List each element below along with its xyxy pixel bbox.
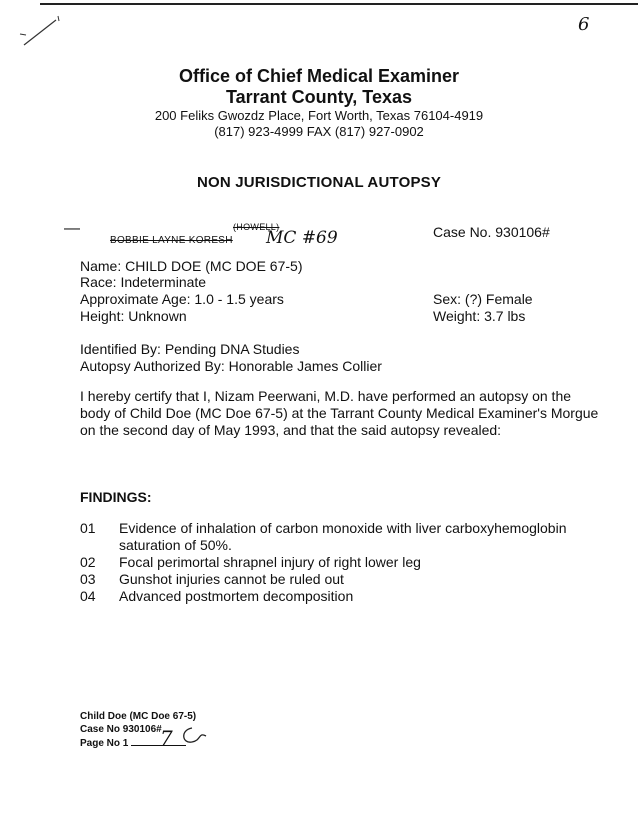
finding-number: 02: [80, 554, 96, 570]
document-title: NON JURISDICTIONAL AUTOPSY: [196, 174, 442, 191]
office-name: Office of Chief Medical Examiner: [178, 66, 460, 86]
subject-height: Height: Unknown: [80, 308, 187, 324]
pen-mark-icon: [18, 12, 63, 47]
office-address: 200 Feliks Gwozdz Place, Fort Worth, Texas 76104-4919: [154, 108, 484, 123]
subject-age: Approximate Age: 1.0 - 1.5 years: [80, 291, 284, 307]
finding-text: Gunshot injuries cannot be ruled out: [119, 571, 344, 587]
findings-list: [80, 520, 620, 605]
struck-name: BOBBIE LAYNE KORESH: [110, 235, 233, 246]
finding-item: [80, 554, 620, 571]
finding-item: [80, 588, 620, 605]
finding-item: [80, 571, 620, 588]
handwritten-scribble-icon: [172, 722, 212, 752]
footer-case-number: Case No 930106#: [80, 724, 162, 735]
page-number-handwritten: 6: [578, 14, 590, 35]
certification-paragraph: I hereby certify that I, Nizam Peerwani, M.D. have performed an autopsy on the body of Child Doe (MC Doe 67-5) at the Tarrant County Medical Examiner's Morgue on the second day of May 1993, and that the said autopsy revealed:: [80, 388, 599, 438]
office-phone-fax: (817) 923-4999 FAX (817) 927-0902: [214, 124, 424, 139]
handwritten-mc-note: MC #69: [266, 228, 338, 248]
finding-text: Advanced postmortem decomposition: [119, 588, 354, 604]
struck-alias: (HOWELL): [233, 222, 280, 232]
authorized-by: Autopsy Authorized By: Honorable James Collier: [80, 358, 382, 374]
findings-heading: FINDINGS:: [80, 489, 152, 505]
handwritten-page-count: 7: [160, 726, 173, 750]
subject-race: Race: Indeterminate: [80, 274, 207, 290]
footer-page-label: Page No 1: [80, 738, 129, 749]
finding-item: [80, 520, 620, 554]
annotation-dash: —: [64, 220, 80, 237]
footer-subject: Child Doe (MC Doe 67-5): [80, 711, 197, 722]
finding-text: Evidence of inhalation of carbon monoxide with liver carboxyhemoglobin saturation of 50%.: [119, 520, 567, 553]
top-rule: [40, 3, 638, 5]
finding-number: 04: [80, 588, 96, 604]
subject-name: Name: CHILD DOE (MC DOE 67-5): [80, 258, 303, 274]
finding-text: Focal perimortal shrapnel injury of right lower leg: [119, 554, 421, 570]
subject-sex: Sex: (?) Female: [433, 291, 533, 307]
identified-by: Identified By: Pending DNA Studies: [80, 341, 300, 357]
case-number: Case No. 930106#: [433, 224, 550, 240]
finding-number: 01: [80, 520, 96, 536]
finding-number: 03: [80, 571, 96, 587]
subject-weight: Weight: 3.7 lbs: [433, 308, 526, 324]
county-name: Tarrant County, Texas: [225, 87, 413, 107]
